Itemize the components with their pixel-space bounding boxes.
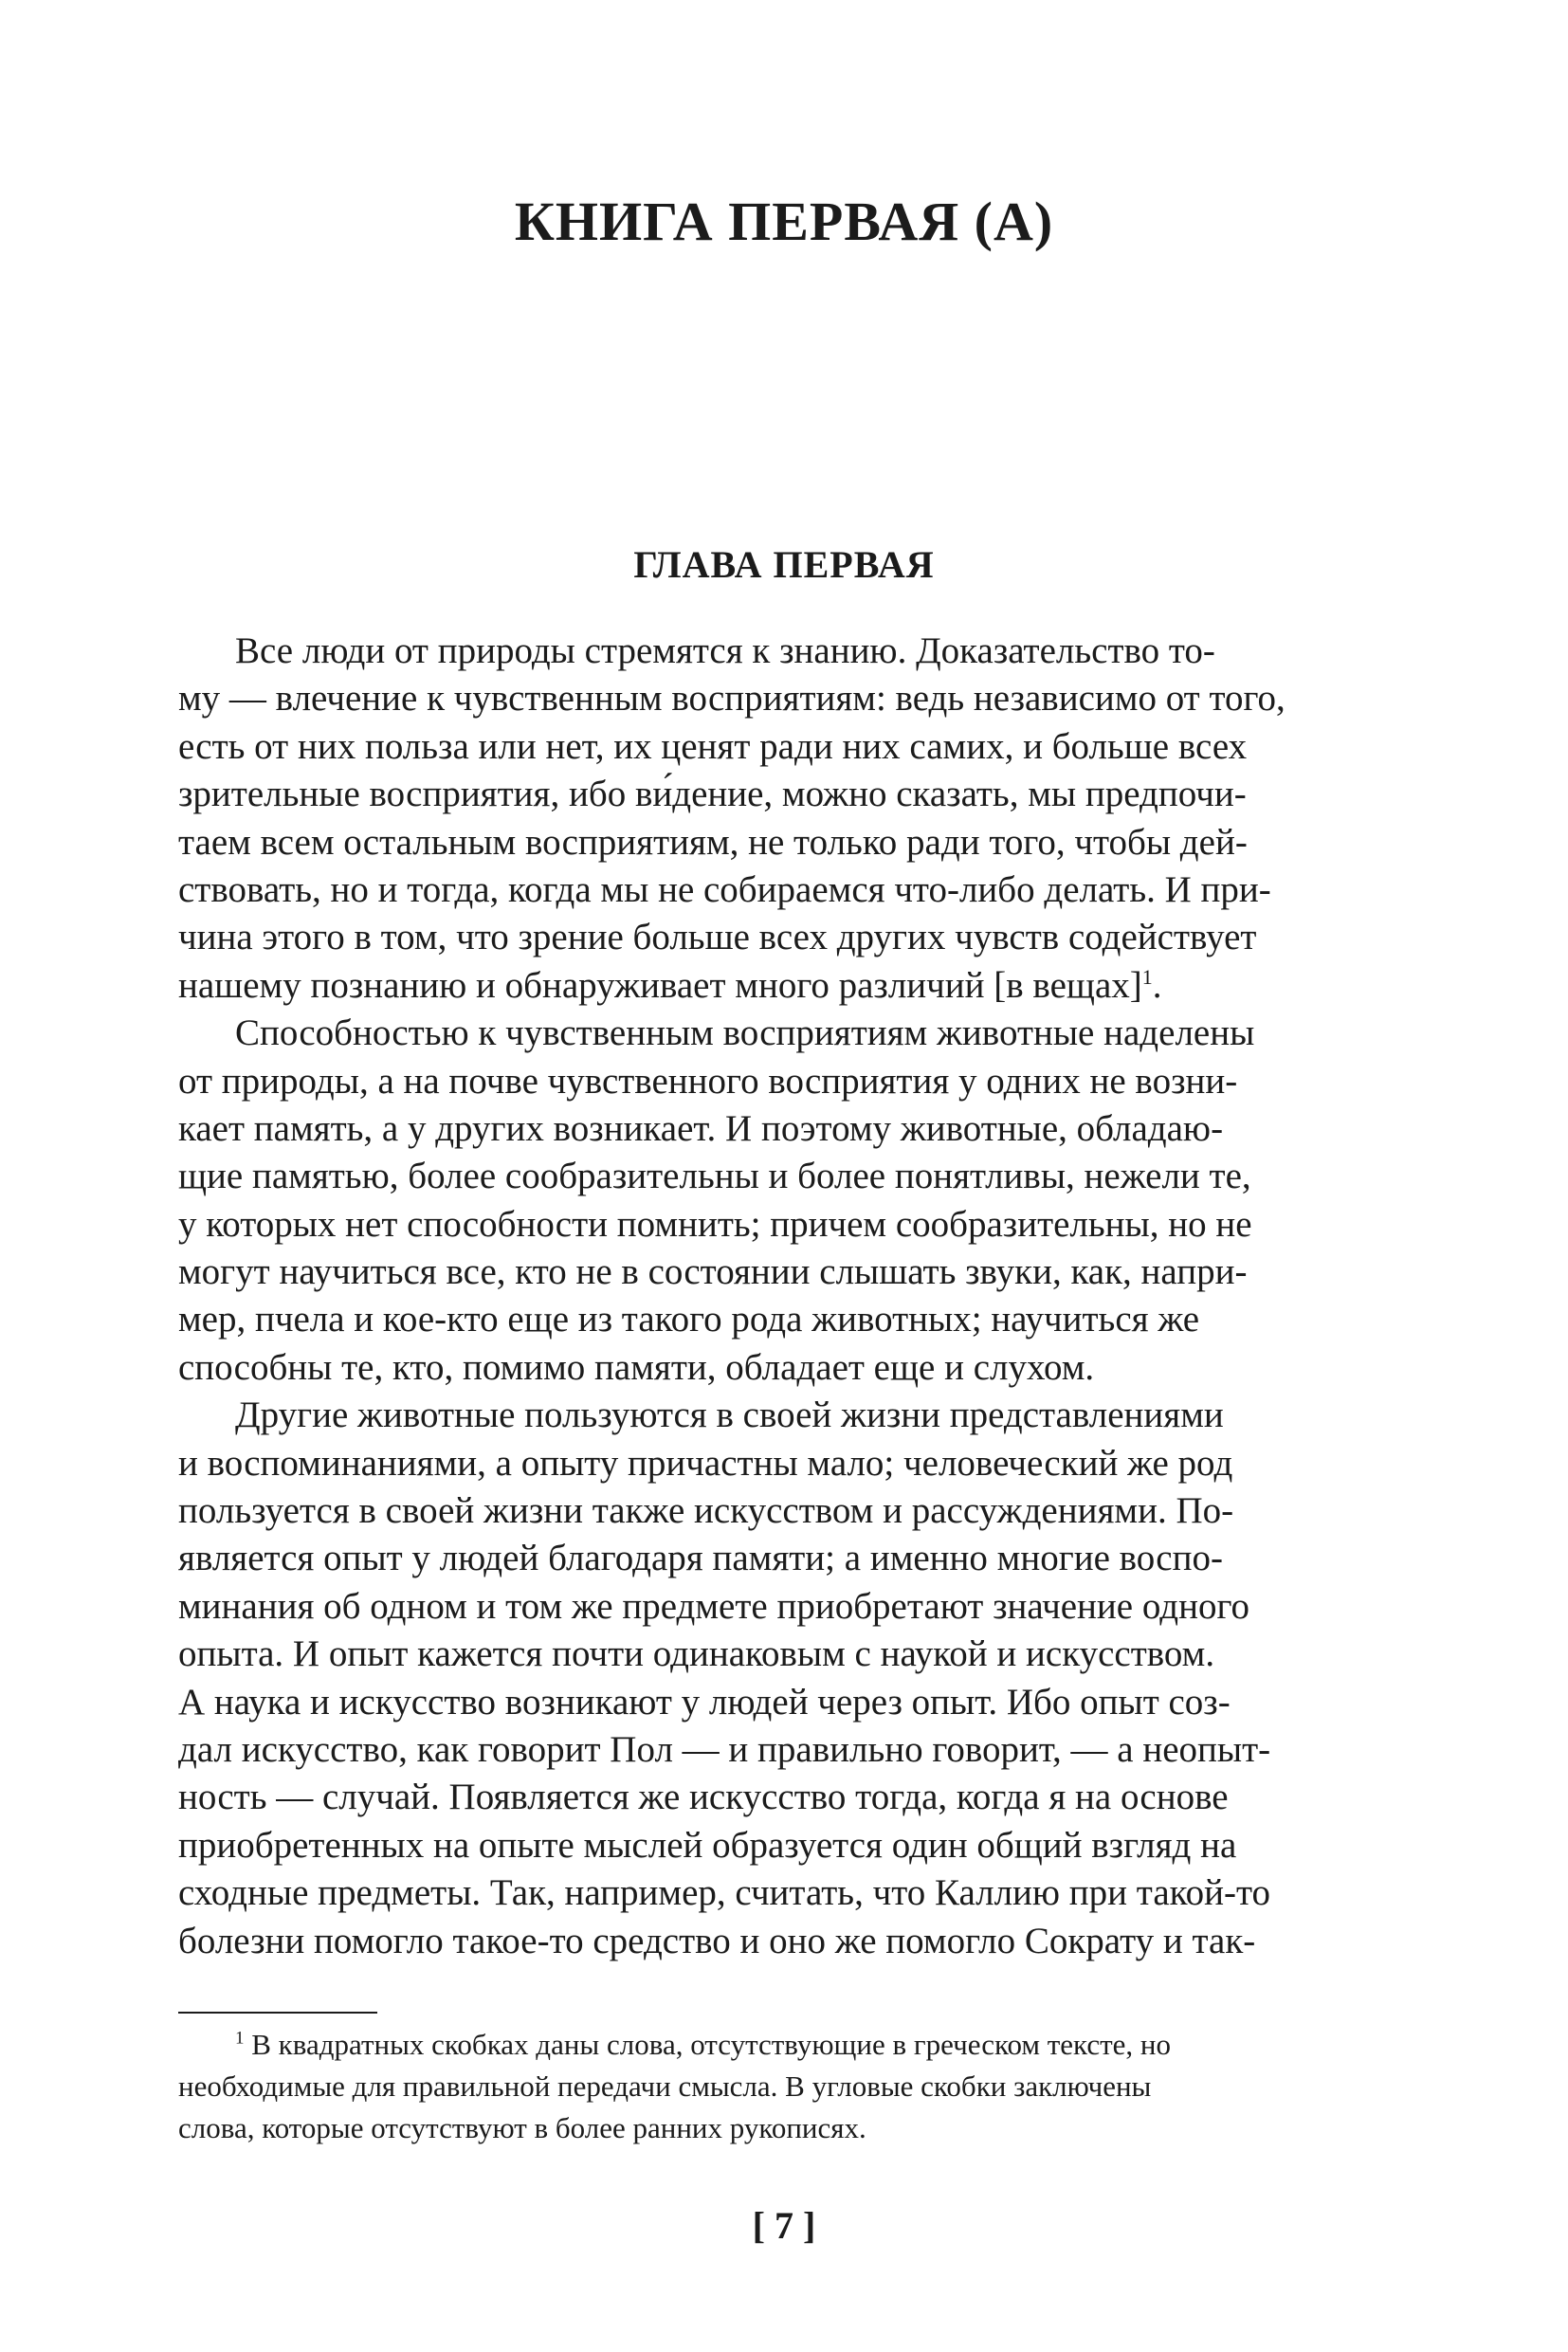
text-fragment: . (1152, 964, 1162, 1006)
text-line: болезни помогло такое-то средство и оно же помогло Сократу и так- (178, 1920, 1256, 1961)
footnote-divider (178, 2012, 377, 2014)
text-line: приобретенных на опыте мыслей образуется один общий взгляд на (178, 1824, 1237, 1866)
text-line: ность — случай. Появляется же искусство тогда, когда я на основе (178, 1777, 1229, 1818)
text-line: от природы, а на почве чувственного восприятия у одних не возни- (178, 1060, 1238, 1102)
text-line: и воспоминаниями, а опыту причастны мало; человеческий же род (178, 1442, 1233, 1484)
text-line: пользуется в своей жизни также искусством и рассуждениями. По- (178, 1490, 1234, 1532)
text-line: способны те, кто, помимо памяти, обладает еще и слухом. (178, 1346, 1095, 1388)
footnote-reference[interactable]: 1 (1141, 964, 1153, 989)
text-line: щие памятью, более сообразительны и более понятливы, нежели те, (178, 1156, 1251, 1197)
text-line (178, 962, 1388, 1010)
footnote-line: слова, которые отсутствуют в более ранних рукописях. (178, 2111, 866, 2144)
footnote-text: В квадратных скобках даны слова, отсутствующие в греческом тексте, но (244, 2028, 1171, 2061)
text-fragment: нашему познанию и обнаруживает много различий [в вещах] (178, 964, 1142, 1006)
text-line: опыта. И опыт кажется почти одинаковым с наукой и искусством. (178, 1633, 1215, 1675)
text-line: зрительные восприятия, ибо ви́дение, можно сказать, мы предпочи- (178, 774, 1247, 815)
footnote (178, 2024, 1388, 2149)
text-line: является опыт у людей благодаря памяти; а именно многие воспо- (178, 1538, 1223, 1579)
text-line: ствовать, но и тогда, когда мы не собираемся что-либо делать. И при- (178, 868, 1271, 910)
text-line: могут научиться все, кто не в состоянии слышать звуки, как, напри- (178, 1251, 1248, 1293)
page-number: [ 7 ] (752, 2204, 816, 2247)
text-line: му — влечение к чувственным восприятиям: ведь независимо от того, (178, 678, 1285, 720)
text-line: Другие животные пользуются в своей жизни представлениями (235, 1395, 1224, 1436)
text-line: у которых нет способности помнить; причем сообразительны, но не (178, 1203, 1252, 1245)
text-line: чина этого в том, что зрение больше всех других чувств содействует (178, 917, 1257, 958)
text-line: мер, пчела и кое-кто еще из такого рода животных; научиться же (178, 1299, 1200, 1340)
book-title: КНИГА ПЕРВАЯ (А) (514, 191, 1054, 252)
text-line: Все люди от природы стремятся к знанию. Доказательство то- (235, 630, 1215, 671)
body-text (178, 628, 1388, 1965)
text-line: дал искусство, как говорит Пол — и правильно говорит, — а неопыт- (178, 1728, 1271, 1770)
text-line: минания об одном и том же предмете приобретают значение одного (178, 1585, 1249, 1627)
text-line: сходные предметы. Так, например, считать, что Каллию при такой-то (178, 1872, 1270, 1914)
text-line: А наука и искусство возникают у людей через опыт. Ибо опыт соз- (178, 1681, 1231, 1723)
footnote-line: необходимые для правильной передачи смысла. В угловые скобки заключены (178, 2069, 1152, 2103)
text-line: кает память, а у других возникает. И поэтому животные, обладаю- (178, 1107, 1224, 1149)
text-line: есть от них польза или нет, их ценят ради них самих, и больше всех (178, 725, 1248, 767)
text-line: таем всем остальным восприятиям, не только ради того, чтобы дей- (178, 821, 1248, 863)
text-line: Способностью к чувственным восприятиям животные наделены (235, 1012, 1255, 1054)
chapter-title: ГЛАВА ПЕРВАЯ (633, 543, 935, 586)
footnote-marker: 1 (235, 2028, 245, 2049)
footnote-line (178, 2024, 1388, 2066)
